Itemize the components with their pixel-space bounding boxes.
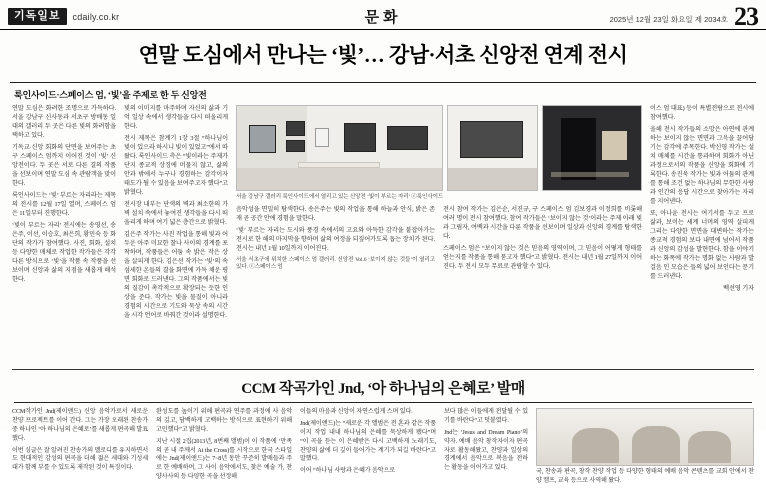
publication-url: cdaily.co.kr xyxy=(72,11,120,22)
article1-byline: 백선영 기자 xyxy=(723,284,754,292)
article1-column-3a xyxy=(236,206,435,276)
paragraph: 완성도를 높이기 위해 편곡과 연주를 과정에 사 음악의 깊고, 담백하게 고백하는 방식으로 표현하기 위해 고민했다”고 밝혔다. xyxy=(156,409,292,433)
photo-caption-2: 서울 서초구에 위치한 스페이스 엄 갤러리. 신앙전 Vol.6 ‘보이지 않는 것들’이 열리고 있다. ⓒ스페이스 엄 xyxy=(236,256,435,271)
article1-kicker: 룩인사이드·스페이스 엄, ‘빛’을 주제로 한 두 신앙전 xyxy=(14,90,207,101)
paragraph: 이번 싱글은 잘 알려진 찬송가의 멜로디를 유지하면서도 현대적인 감성의 편곡을 더해 젊은 세대와 기성세대가 함께 부를 수 있도록 제작된 것이 특징이다. xyxy=(12,447,148,472)
article2-body xyxy=(12,408,754,489)
article1-body xyxy=(0,105,766,363)
paragraph: ‘빛이 부르는 자리’ 전시에는 송영선, 송은주, 이선, 이승호, 최은희, 황민숙 등 화단의 작가가 참여했다. 사진, 회화, 설치 등 다양한 매체로 작업한 작가들은 각각 다른 방식으로 ‘빛’을 작품 속 작품을 선보이며 신앙과 삶의 지점을 새롭게 해석한다. xyxy=(12,222,116,283)
article2-column-4 xyxy=(444,408,528,489)
masthead xyxy=(0,0,766,30)
article1-column-5 xyxy=(650,105,754,363)
paragraph: 이들의 마음과 신앙이 자연스럽게 스며 있다. xyxy=(300,409,413,416)
masthead-right xyxy=(609,1,758,31)
paragraph: 음악성을 면밀히 탐색한다. 송은주는 빛의 작업을 통해 하늘과 안식, 밝은 존재 곧 공간 안에 경험을 말한다. xyxy=(236,205,435,222)
paragraph: Jnd(제이앤드)는 “새로운 각 앨범은 전 혼과 같은 작품이지 작업 내내 하나님의 은혜를 묵상하게 됐다”며 “이 곡을 듣는 이 은혜받은 다시 고백하게 노래기도, 찬양의 삶에 더 깊이 들어가는 계기가 되길 바란다”고 말했다. xyxy=(300,421,436,463)
photo-caption-1: 서울 강남구 갤러리 룩인사이드에서 열리고 있는 신앙전 ‘빛이 부르는 자리’ ⓒ룩인사이드 xyxy=(236,194,444,201)
paragraph: 스페이스 엄은 “보이지 않는 것은 믿음의 영역이며, 그 믿음이 어떻게 형태를 얻는지를 작품을 통해 묻고자 했다”고 밝혔다. 전시는 내년 1월 27일까지 이어진다. 두 전시 모두 무료로 관람할 수 있다. xyxy=(443,244,642,270)
paragraph: 연말 도심은 화려한 조명으로 가득하다. 서울 강남구 신사동과 서초구 방배동 일대의 갤러리 두 곳은 다른 빛의 화려함을 택하고 있다. xyxy=(12,105,116,140)
gallery-photo-lookinside xyxy=(236,105,443,191)
issue-date: 2025년 12월 23일 화요일 제 2034호 xyxy=(609,15,728,25)
paragraph: 올해 전시 작가들의 소망은 아연에 관계하는 보이지 않는 면면과 그윽을 끌어당기는 감각에 주목한다. 박신영 작가는 설치 매체를 시간을 통과하며 회화가 아닌 과정으로서의 작품을 신앙을 회화에 기록한다. 송진욱 작가는 빛과 어둠의 관계를 통해 조건 없는 하나님의 무한한 사랑과 인간의 응답 시간으로 찾아가는 자리를 지어낸다. xyxy=(650,126,754,206)
paragraph: 보다 많은 이들에게 전달될 수 있기를 바란다”고 덧붙였다. xyxy=(444,409,528,425)
article2-column-1 xyxy=(12,408,148,489)
paragraph: Jnd는 ‘Jesus and Dream Piano’의 약자. 예배 음악 창작자이자 편곡자로 활동해왔고, 찬양과 일상의 경계에서 음악으로 복음을 전하는 활동을 이어가고 있다. xyxy=(444,429,528,472)
article1-photo-strip xyxy=(236,105,642,191)
paragraph: 김은주 작가는 사진 작업을 통해 빛과 어두운 아주 미묘한 찰나 사이의 경계를 포착하며, 작품들은 어둠 속 밝은 작은 상을 살피게 한다. 김은선 작가는 ‘빛’의 속 섬세한 온들의 결을 화면에 가득 채운 평면 회화로 드러낸다. 그의 작품에서는 빛의 질감이 촉각적으로 확장되는 듯한 인상을 준다. 작가는 빛을 물질이 아니라 경험의 시간으로 기도와 묵상 속의 시간을 시각 언어로 바꿔간 것이라 설명한다. xyxy=(124,231,228,319)
article2-headline: CCM 작곡가인 Jnd, ‘아 하나님의 은혜로’ 발매 xyxy=(241,381,525,398)
paragraph: 국, 찬송과 편곡, 창작 찬양 작업 등 다양한 형태의 예배 음악 콘텐츠를 교회 안에서 찬양 캠프, 교육 등으로 사역해 왔다. xyxy=(536,469,754,485)
paragraph: 이어 “하나님 사랑과 은혜가 음악으로 xyxy=(300,468,396,475)
paragraph: 빛의 이미지를 마주하며 자신의 삶과 기억 일상 속에서 생각들을 다시 떠올리게 한다. xyxy=(124,105,228,131)
article2-rule xyxy=(14,402,752,403)
article1-column-2 xyxy=(124,105,228,363)
paragraph: 룩인사이드는 ‘빛’ 부르는 자리라는 제목의 전시를 12월 17일 열며, 스페이스 엄은 11일부터 진행한다. xyxy=(12,192,116,218)
article2-column-2 xyxy=(156,408,292,489)
publication-logo: 기독일보 xyxy=(8,8,67,25)
paragraph: 지난 시절 2집(2013년, 8번째 앨범)이 이 작품에 ‘만족의 곧 내 주께서 At the Cross)를 시작으로 한국 스타일에는 Jnd(제이앤드)는 7~8년 동안 꾸준히 발매들과 주로 한 예배하며, 그 사이 음악에서도, 찾은 예술 가, 찬양사사의 등 다양한 곡을 선정해 xyxy=(156,438,292,481)
gallery-photo-dark-room xyxy=(542,105,642,191)
paragraph: 또, 아나윤 전시는 여기서를 두고 프로 삶과, 보이는 세계 너머의 영역 살피게 그리는 다양한 면면을 대변하는 작가는 종교적 경험의 보다 내면에 넘어서 작품과 신앙의 감성을 발현한다. 함을 이야기하는 화폭에 작가는 명화 없는 사람과 발걸음 인 모습은 들의 넓어 보인다는 문기를 드러낸다. xyxy=(650,210,754,280)
article2 xyxy=(0,370,766,489)
article-headline-block xyxy=(0,30,766,76)
paragraph: CCM작가인 Jnd(제이앤드) 신앙 음악가로서 새로운 찬양 프로젝트를 이어 간다. 그는 가장 오래된 찬송가 중 하나인 ‘아 하나님의 은혜로’를 새롭게 편곡해 발표했다. xyxy=(12,409,148,442)
article1-column-3 xyxy=(236,105,642,363)
section-title: 문화 xyxy=(364,10,402,26)
paragraph: 전시 참여 작가는 김은순, 서진규, 구 스페이스 엄 김보경과 이정희를 비롯해 여러 명이 전시 참여했다. 참여 작가들은 ‘보이지 않는 것’이라는 주제 아래 빛과 그림자, 여백과 시간을 다룬 작품을 선보이며 일상과 신앙의 경계를 탐색한다. xyxy=(443,205,642,240)
paragraph: 기독교·신앙 회화의 단면을 보여주는 초구 스페이스 엄까지 이어진 것이 ‘빛’ 신앙전이다. 두 곳은 서로 다른 결의 작품을 선보이며 연말 도심 속 관람객을 맞이한다. xyxy=(12,144,116,188)
article1-headline: 연말 도심에서 만나는 ‘빛’… 강남·서초 신앙전 연계 전시 xyxy=(138,43,628,67)
article2-column-3 xyxy=(300,408,436,489)
paragraph: 이스 엄 대표) 등이 특별전람으로 전시에 참여했다. xyxy=(650,105,754,122)
paragraph: 전시 제목은 참계기 1장 3절 “하나님이 빛이 있으라 하시니 빛이 있었고”에서 따왔다. 룩인사이드 측은 “빛이라는 주제가 단지 종교적 상징에 머물지 않고, 삶의 안과 밖에서 누구나 경험하는 감각이자 태도가 될 수 있음을 보여주고자 했다”고 밝혔다. xyxy=(124,135,228,197)
paragraph: ‘빛’ 부르는 자리는 도시와 풍경 속에서의 고요와 아득한 감각을 붙잡아가는 전시로 한 해의 마지막을 향하며 삶의 여정을 되짚어가도록 돕는 장치가 된다. 전시는 내년 1월 10일까지 이어진다. xyxy=(236,226,435,252)
gallery-photo-detail xyxy=(447,105,539,191)
article1-column-3b xyxy=(443,206,642,276)
article2-column-5 xyxy=(536,408,754,489)
paragraph: 전시장 내부는 단색의 벽과 최소한의 가벽 설치 속에서 놓여진 생각들을 다시 떠올리게 하며 여기 넓은 층간으로 밝혔다. xyxy=(124,201,228,227)
artist-photo xyxy=(536,408,754,466)
page-number: 23 xyxy=(734,1,758,31)
article1-column-1 xyxy=(12,105,116,363)
